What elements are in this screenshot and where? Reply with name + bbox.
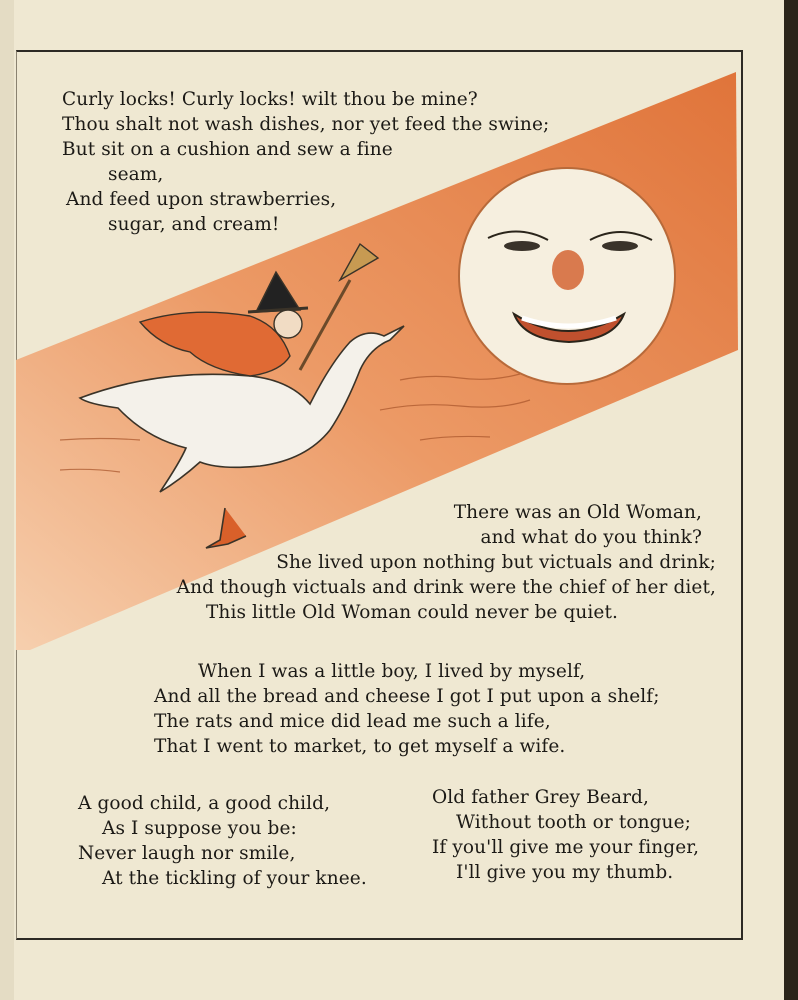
verse-curly-locks [62, 87, 549, 237]
verse-line: and what do you think? [480, 527, 702, 548]
verse-good-child [78, 791, 367, 891]
verse-line: Thou shalt not wash dishes, nor yet feed the swine; [62, 114, 550, 135]
verse-grey-beard [432, 785, 699, 885]
verse-line: As I suppose you be: [102, 818, 297, 839]
verse-line: If you'll give me your finger, [432, 837, 700, 858]
verse-little-boy [154, 659, 660, 759]
verse-old-woman [177, 500, 716, 625]
verse-line: At the tickling of your knee. [102, 868, 367, 889]
verse-line: And all the bread and cheese I got I put upon a shelf; [154, 686, 660, 707]
verse-line: Without tooth or tongue; [456, 812, 691, 833]
verse-line: Curly locks! Curly locks! wilt thou be mine? [62, 89, 478, 110]
verse-line: seam, [108, 164, 164, 185]
verse-line: Old father Grey Beard, [432, 787, 649, 808]
verse-line: But sit on a cushion and sew a fine [62, 139, 393, 160]
verse-line: Never laugh nor smile, [78, 843, 296, 864]
verse-line: That I went to market, to get myself a wife. [154, 736, 566, 757]
verse-line: And feed upon strawberries, [66, 189, 337, 210]
verse-line: sugar, and cream! [108, 214, 280, 235]
verse-line: There was an Old Woman, [453, 502, 702, 523]
verse-line: A good child, a good child, [78, 793, 331, 814]
verse-line: When I was a little boy, I lived by myself, [198, 661, 586, 682]
verse-line: She lived upon nothing but victuals and drink; [276, 552, 716, 573]
verse-line: The rats and mice did lead me such a life, [154, 711, 551, 732]
verse-line: I'll give you my thumb. [456, 862, 674, 883]
verse-line: And though victuals and drink were the chief of her diet, [176, 577, 716, 598]
verse-line: This little Old Woman could never be quiet. [205, 602, 618, 623]
